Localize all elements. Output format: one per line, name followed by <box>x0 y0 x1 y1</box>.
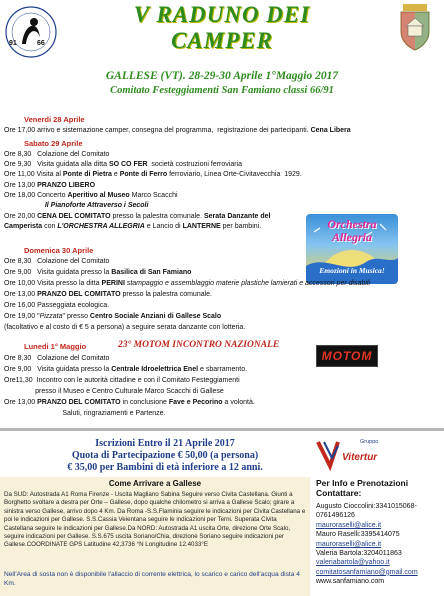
program-line <box>4 301 109 310</box>
program-line <box>4 268 191 277</box>
program-text: società costruzioni ferroviaria <box>147 161 242 168</box>
vitertur-logo <box>316 438 388 472</box>
program-text: Marco Scacchi <box>129 192 178 199</box>
contact-email-link[interactable]: valeriabartola@yahoo.it <box>316 559 390 567</box>
motom-logo: MOTOM <box>316 345 378 367</box>
gallese-crest-icon <box>396 2 434 52</box>
program-text: Ore 16,00 Passeggiata ecologica. <box>4 302 110 309</box>
day-heading-sunday: Domenica 30 Aprile <box>24 246 94 255</box>
event-subtitle: GALLESE (VT). 28-29-30 Aprile 1°Maggio 2017 <box>105 70 339 82</box>
program-text: Ore 17,00 arrivo e sistemazione camper, consegna del programma, registrazione dei partecipanti. <box>4 127 311 134</box>
day-heading-saturday: Sabato 29 Aprile <box>24 139 83 148</box>
program-line <box>4 212 271 221</box>
program-line <box>4 376 240 385</box>
contact-email-link[interactable]: mauroraselli@alice.it <box>316 540 382 548</box>
logo-number-left: 91 <box>9 40 17 47</box>
program-text: Il Pianoforte Attraverso i Secoli <box>44 202 149 209</box>
program-line <box>4 257 109 266</box>
program-text: L'ORCHESTRA ALLEGRIA <box>57 223 145 230</box>
committee-title: Comitato Festeggiamenti San Famiano classi 66/91 <box>110 85 334 96</box>
program-text: Fave e Pecorino <box>168 399 223 406</box>
program-text: ferroviario, Linea Orte-Civitavecchia 1929. <box>167 171 302 178</box>
program-text: Pizzata <box>39 313 63 320</box>
program-text: per bambini. <box>220 223 262 230</box>
logo-number-right: 66 <box>37 40 45 47</box>
program-text: presso la palestra comunale. <box>110 213 204 220</box>
vitertur-name: Vitertur <box>342 452 378 463</box>
program-text: CENA DEL COMITATO <box>37 213 111 220</box>
program-text: Ore 13,00 <box>4 291 38 298</box>
contact-line: Augusto Cioccolini:3341015068-0761496126 <box>316 503 417 520</box>
program-text: Ore 13,00 <box>4 399 38 406</box>
program-text: Camperista <box>4 223 43 230</box>
program-text <box>4 202 45 209</box>
program-line <box>4 126 351 135</box>
section-divider <box>0 428 444 431</box>
directions-text: Da SUD: Autostrada A1 Roma Firenze - Uscita Magliano Sabina Seguire verso Civita Castellana. Giunti a Borghetto svoltare a destra per Orte – Gallese, dopo qualche chilometro si arriva a Gallese Scalo; girare a sinistra verso Gallese, arrivo dopo 4 Km. Da Roma -S.S.Flaminia seguire le indicazioni per Civita Castellana e poi le indicazioni per Gallese. S.S.Cassia Veientana seguire le indicazioni per Terni. Superata Civita Castellana seguire le indicazioni per Gallese.Da NORD: Autostrada A1 uscita Orte, direzione Orte Scalo, seguire indicazioni per Gallese. S.S.675 uscita Soriano/Chia, direzione Soriano seguire indicazioni per Gallese.COORDINATE GPS Latitudine 42,3736 °N Longitudine 12.4033°E <box>4 491 306 549</box>
contact-line: Mauro Raselli:3395414075 <box>316 531 400 539</box>
day-heading-monday: Lunedi 1° Maggio <box>24 342 87 351</box>
program-text: stampaggio e assemblaggio materie plastiche lamierati e accessori per disabili <box>124 280 371 287</box>
program-line <box>4 290 212 299</box>
program-text: Saluti, ringraziamenti e Partenze. <box>4 410 166 417</box>
program-text: Ore 9,30 Visita guidata alla ditta <box>4 161 109 168</box>
info-contacts <box>316 502 442 587</box>
program-text: presso la palestra comunale. <box>120 291 212 298</box>
program-line <box>4 387 224 396</box>
program-text: Ore 13,00 <box>4 182 38 189</box>
program-text: Ore 20,00 <box>4 213 38 220</box>
orchestra-tagline: Emozioni in Musica! <box>319 266 385 275</box>
motom-title: 23° MOTOM INCONTRO NAZIONALE <box>118 340 280 350</box>
program-text: a volontà. <box>222 399 255 406</box>
program-line <box>4 181 95 190</box>
program-text: LANTERNE <box>182 223 221 230</box>
program-text: Ore 9,00 Visita guidata presso la <box>4 269 112 276</box>
registration-fee: Quota di Partecipazione € 50,00 (a persona) <box>71 450 259 461</box>
orchestra-allegria-badge <box>306 214 398 284</box>
title-line-1: V RADUNO DEI <box>133 2 311 27</box>
program-text: Ore 8,30 Colazione del Comitato <box>4 258 110 265</box>
registration-deadline: Iscrizioni Entro il 21 Aprile 2017 <box>95 438 235 449</box>
program-text: Basilica di San Famiano <box>111 269 192 276</box>
program-text: Aperitivo al Museo <box>67 192 130 199</box>
program-text: Cena Libera <box>310 127 351 134</box>
program-text: Ore 11,00 Visita al <box>4 171 63 178</box>
program-line <box>4 354 109 363</box>
program-text: Ore 10,00 Visita presso la ditta <box>4 280 102 287</box>
program-text: Ore 19,00 " <box>4 313 40 320</box>
program-text: con <box>42 223 58 230</box>
program-text: in conclusione <box>120 399 169 406</box>
program-text: Ore 9,00 Visita guidata presso la <box>4 366 112 373</box>
day-heading-friday: Venerdi 28 Aprile <box>24 115 85 124</box>
program-text: (facoltativo e al costo di € 5 a persona) a seguire serata danzante con lotteria. <box>4 324 246 331</box>
program-text: Centrale Idroelettrica Enel <box>111 366 199 373</box>
program-line <box>4 160 242 169</box>
website-link[interactable]: www.sanfamiano.com <box>316 578 385 586</box>
program-line <box>4 222 261 231</box>
program-text: presso il Museo e Centro Culturale Marco Scacchi di Gallese <box>4 388 224 395</box>
registration-info <box>50 438 280 474</box>
program-text: Centro Sociale Anziani di Gallese Scalo <box>89 313 222 320</box>
program-text: e <box>111 171 120 178</box>
program-text: Ore 18,00 Concerto <box>4 192 68 199</box>
orchestra-title: Orchestra Allegria <box>327 217 377 244</box>
program-text: PRANZO DEL COMITATO <box>37 399 121 406</box>
program-text: PERINI <box>101 280 125 287</box>
registration-child-fee: € 35,00 per Bambini di età inferiore a 12 anni. <box>67 462 263 473</box>
program-text: PRANZO LIBERO <box>37 182 96 189</box>
program-line <box>4 150 109 159</box>
program-text: Serata Danzante del <box>203 213 271 220</box>
contact-line: Valeria Bartola:3204011863 <box>316 550 402 558</box>
directions-title: Come Arrivare a Gallese <box>108 479 202 488</box>
program-line <box>4 170 302 179</box>
program-text: PRANZO DEL COMITATO <box>37 291 121 298</box>
program-line <box>4 398 255 407</box>
vitertur-gruppo: Gruppo <box>360 439 379 445</box>
program-text: Ore11,30 Incontro con le autorità cittadine e con il Comitato Festeggiamenti <box>4 377 240 384</box>
program-text: e sbarramento. <box>198 366 248 373</box>
contact-email-link[interactable]: mauroraselli@alice.it <box>316 521 382 529</box>
program-text: e Lancio di <box>144 223 183 230</box>
program-text: Ponte di Ferro <box>119 171 168 178</box>
program-text: Ponte di Pietra <box>62 171 112 178</box>
program-line <box>4 191 178 200</box>
program-text: Ore 8,30 Colazione del Comitato <box>4 151 110 158</box>
directions-note: Nell'Area di sosta non è disponibile l'allaccio di corrente elettrica, lo scarico e carico dell'acqua dista 4 Km. <box>4 571 300 587</box>
program-line <box>4 279 370 288</box>
program-line <box>4 312 221 321</box>
program-line <box>4 201 148 210</box>
contact-email-link[interactable]: comitatosanfamiano@gmail.com <box>316 568 418 576</box>
info-title: Per Info e Prenotazioni Contattare: <box>316 478 409 498</box>
program-text: Ore 8,30 Colazione del Comitato <box>4 355 110 362</box>
program-text: " presso <box>62 313 90 320</box>
program-line <box>4 365 247 374</box>
program-line <box>4 409 165 418</box>
program-text: SO CO FER <box>108 161 148 168</box>
program-line <box>4 323 245 332</box>
title-line-2: CAMPER <box>171 28 273 53</box>
